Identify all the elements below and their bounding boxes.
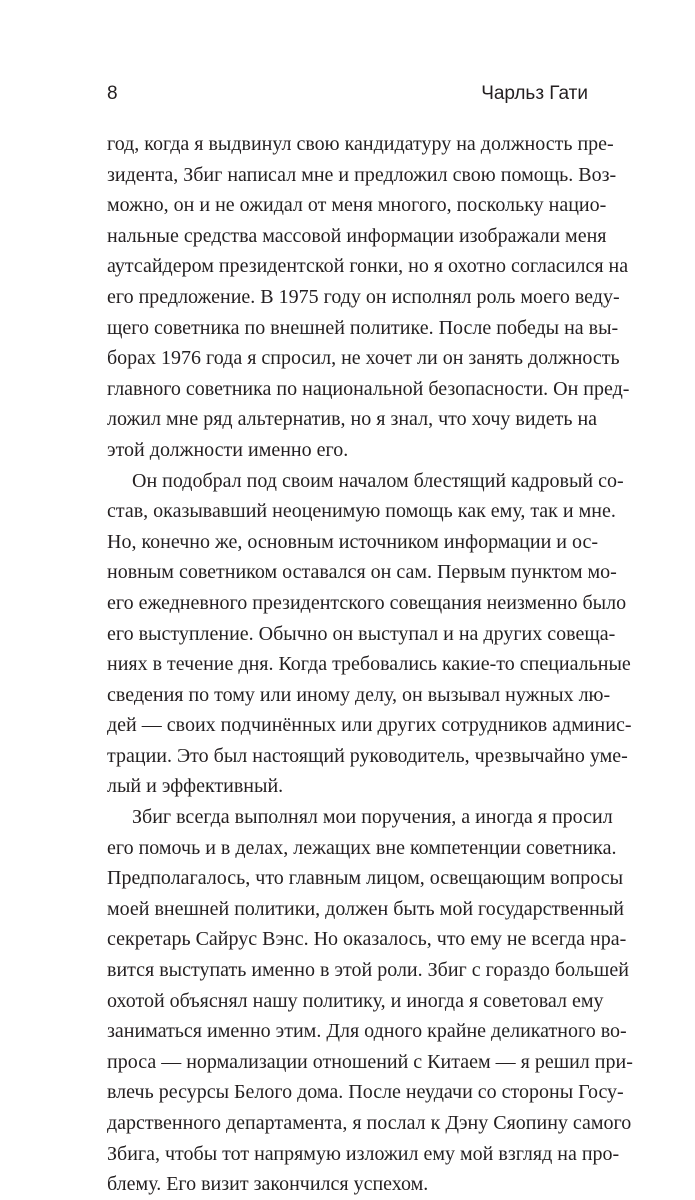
text-line: его ежедневного президентского совещания неизменно было [107, 591, 627, 614]
text-line: его выступление. Обычно он выступал и на других совеща- [107, 622, 616, 645]
text-line: этой должности именно его. [107, 438, 349, 461]
text-line: его предложение. В 1975 году он исполнял роль моего веду- [107, 285, 620, 308]
text-line: аутсайдером президентской гонки, но я охотно согласился на [107, 255, 629, 278]
body-text [107, 129, 633, 1200]
text-line: охотой объяснял нашу политику, и иногда я советовал ему [107, 989, 604, 1012]
text-line: ложил мне ряд альтернатив, но я знал, что хочу видеть на [107, 408, 598, 431]
paragraph-1 [107, 129, 630, 466]
text-line: Предполагалось, что главным лицом, освещающим вопросы [107, 867, 624, 890]
text-line: трации. Это был настоящий руководитель, чрезвычайно уме- [107, 744, 628, 767]
text-line: Но, конечно же, основным источником информации и ос- [107, 530, 599, 553]
running-head-author: Чарльз Гати [481, 83, 588, 104]
text-line: сведения по тому или иному делу, он вызывал нужных лю- [107, 683, 611, 706]
text-line: дей — своих подчинённых или других сотрудников админис- [107, 714, 632, 737]
text-line: нальные средства массовой информации изображали меня [107, 224, 607, 247]
text-line: Он подобрал под своим началом блестящий кадровый со- [132, 469, 624, 492]
text-line: борах 1976 года я спросил, не хочет ли он занять должность [107, 347, 620, 370]
text-line: Збига, чтобы тот напрямую изложил ему мой взгляд на про- [107, 1142, 620, 1165]
page-number: 8 [107, 83, 118, 104]
text-line: можно, он и не ожидал от меня многого, поскольку нацио- [107, 194, 607, 217]
text-line: лый и эффективный. [107, 775, 284, 798]
text-line: год, когда я выдвинул свою кандидатуру на должность пре- [107, 133, 614, 155]
text-line: став, оказывавший неоценимую помощь как ему, так и мне. [107, 500, 616, 523]
text-line: проса — нормализации отношений с Китаем — я решил при- [107, 1050, 633, 1073]
text-line: главного советника по национальной безопасности. Он пред- [107, 377, 630, 400]
text-line: моей внешней политики, должен быть мой государственный [107, 897, 625, 920]
paragraph-3 [107, 802, 633, 1200]
text-line: секретарь Сайрус Вэнс. Но оказалось, что ему не всегда нра- [107, 928, 627, 951]
text-line: Збиг всегда выполнял мои поручения, а иногда я просил [132, 806, 613, 829]
text-line: заниматься именно этим. Для одного крайне деликатного во- [107, 1020, 627, 1043]
text-line: влечь ресурсы Белого дома. После неудачи со стороны Госу- [107, 1081, 624, 1104]
running-head [107, 80, 588, 108]
paragraph-2 [107, 466, 632, 803]
text-line: щего советника по внешней политике. После победы на вы- [107, 316, 619, 339]
text-line: дарственного департамента, я послал к Дэну Сяопину самого [107, 1112, 632, 1134]
text-line: ниях в течение дня. Когда требовались какие-то специальные [107, 653, 631, 676]
text-line: его помочь и в делах, лежащих вне компетенции советника. [107, 836, 617, 859]
text-line: новным советником оставался он сам. Первым пунктом мо- [107, 561, 617, 584]
text-line: блему. Его визит закончился успехом. [107, 1173, 429, 1196]
text-line: зидента, Збиг написал мне и предложил свою помощь. Воз- [107, 163, 617, 186]
text-line: вится выступать именно в этой роли. Збиг с гораздо большей [107, 959, 629, 982]
